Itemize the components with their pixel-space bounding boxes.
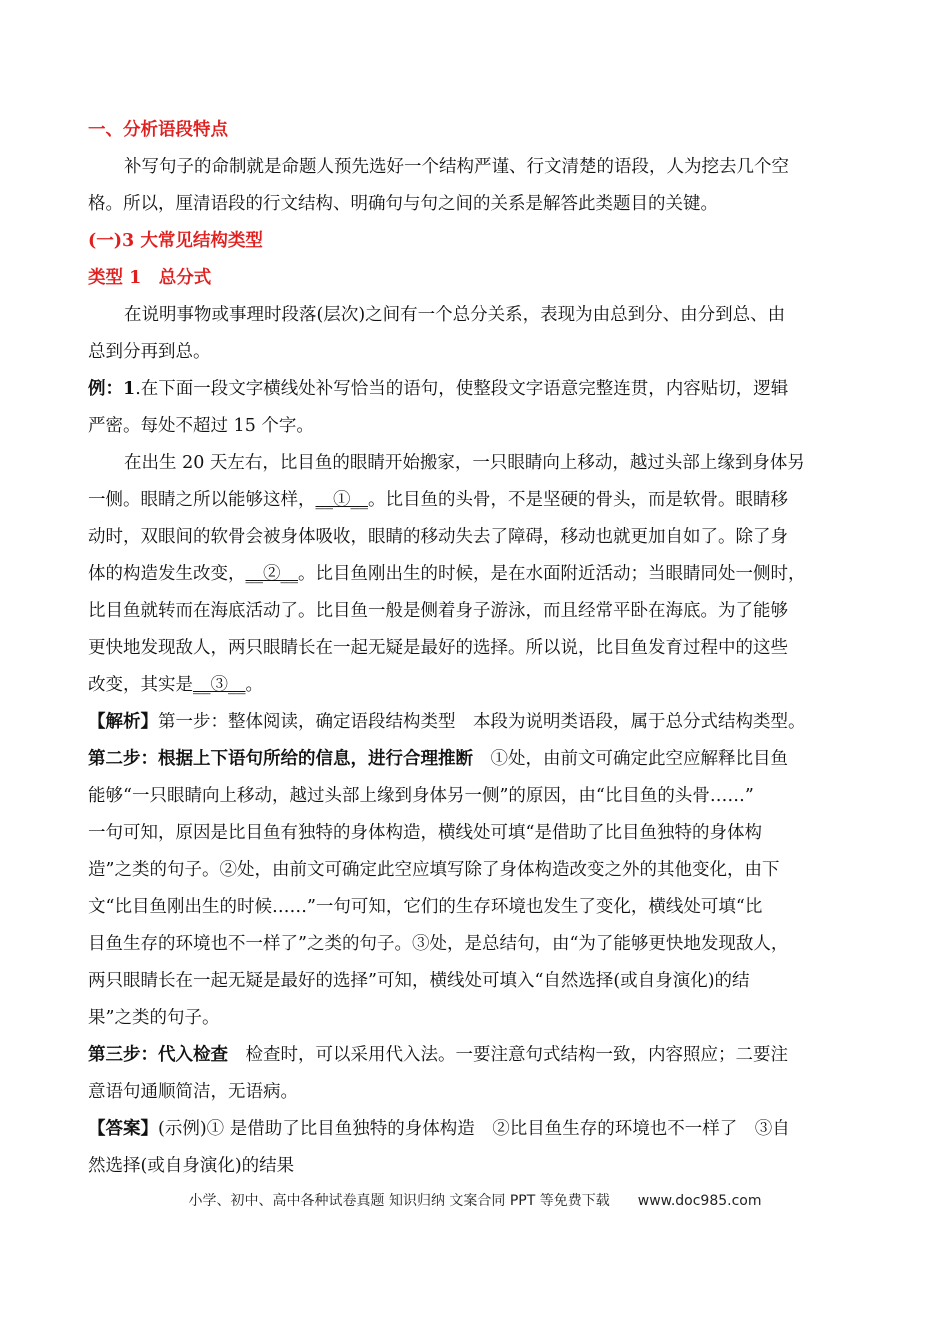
analysis-line: 能够“一只眼睛向上移动，越过头部上缘到身体另一侧”的原因，由“比目鱼的头骨……” [88,786,754,806]
type-desc-line-1: 在说明事物或事理时段落(层次)之间有一个总分关系，表现为由总到分、由分到总、由 [124,305,786,325]
step-3-heading: 第三步：代入检查 [88,1045,228,1065]
example-number: 1 [123,379,136,399]
intro-line-1: 补写句子的命制就是命题人预先选好一个结构严谨、行文清楚的语段，人为挖去几个空 [124,157,789,177]
example-label: 例： [88,379,123,399]
analysis-step-2 [88,741,864,778]
blank-3: __③__ [193,675,246,695]
intro-line-2: 格。所以，厘清语段的行文结构、明确句与句之间的关系是解答此类题目的关键。 [88,194,718,214]
analysis-step-3 [88,1037,864,1074]
passage-line-4 [88,556,864,593]
sub-heading: (一)3 大常见结构类型 [88,231,263,251]
answer-line-2: 然选择(或自身演化)的结果 [88,1156,295,1176]
passage-line-7 [88,667,864,704]
answer-line-1 [88,1111,864,1148]
passage-line-1: 在出生 20 天左右，比目鱼的眼睛开始搬家，一只眼睛向上移动，越过头部上缘到身体另 [124,453,805,473]
section-title: 一、分析语段特点 [88,120,228,140]
blank-1: __①__ [315,490,368,510]
analysis-line: 文“比目鱼刚出生的时候……”一句可知，它们的生存环境也发生了变化，横线处可填“比 [88,897,763,917]
answer-text: (示例)① 是借助了比目鱼独特的身体构造 ②比目鱼生存的环境也不一样了 ③自 [158,1119,790,1139]
passage-text: 。 [245,675,263,695]
footer-text: 小学、初中、高中各种试卷真题 知识归纳 文案合同 PPT 等免费下载 [188,1193,610,1209]
example-line-2: 严密。每处不超过 15 个字。 [88,416,314,436]
page-footer [0,1190,950,1210]
step-2-heading: 第二步：根据上下语句所给的信息，进行合理推断 [88,749,473,769]
passage-text: 。比目鱼刚出生的时候，是在水面附近活动；当眼睛同处一侧时， [298,564,806,584]
analysis-label: 【解析】 [88,712,158,732]
analysis-line: 果”之类的句子。 [88,1008,220,1028]
footer-url[interactable]: www.doc985.com [637,1193,762,1209]
analysis-text: ①处，由前文可确定此空应解释比目鱼 [473,749,788,769]
passage-line-6: 更快地发现敌人，两只眼睛长在一起无疑是最好的选择。所以说，比目鱼发育过程中的这些 [88,638,788,658]
passage-text: 。比目鱼的头骨，不是坚硬的骨头，而是软骨。眼睛移 [368,490,788,510]
analysis-line: 造”之类的句子。②处，由前文可确定此空应填写除了身体构造改变之外的其他变化，由下 [88,860,780,880]
analysis-line: 两只眼睛长在一起无疑是最好的选择”可知，横线处可填入“自然选择(或自身演化)的结 [88,971,750,991]
analysis-text: 第一步：整体阅读，确定语段结构类型 本段为说明类语段，属于总分式结构类型。 [158,712,806,732]
example-text: .在下面一段文字横线处补写恰当的语句，使整段文字语意完整连贯，内容贴切，逻辑 [135,379,789,399]
type-heading: 类型 1 总分式 [88,268,212,288]
passage-line-2 [88,482,864,519]
passage-text: 体的构造发生改变， [88,564,246,584]
passage-line-5: 比目鱼就转而在海底活动了。比目鱼一般是侧着身子游泳，而且经常平卧在海底。为了能够 [88,601,788,621]
passage-text: 改变，其实是 [88,675,193,695]
answer-label: 【答案】 [88,1119,158,1139]
analysis-line: 目鱼生存的环境也不一样了”之类的句子。③处，是总结句，由“为了能够更快地发现敌人， [88,934,789,954]
passage-text: 一侧。眼睛之所以能够这样， [88,490,316,510]
analysis-text: 检查时，可以采用代入法。一要注意句式结构一致，内容照应；二要注 [228,1045,788,1065]
analysis-step-1 [88,704,864,741]
document-body [88,112,864,1185]
analysis-line: 一句可知，原因是比目鱼有独特的身体构造，横线处可填“是借助了比目鱼独特的身体构 [88,823,762,843]
blank-2: __②__ [245,564,298,584]
type-desc-line-2: 总到分再到总。 [88,342,211,362]
example-line-1 [88,371,864,408]
analysis-line: 意语句通顺简洁，无语病。 [88,1082,298,1102]
passage-line-3: 动时，双眼间的软骨会被身体吸收，眼睛的移动失去了障碍，移动也就更加自如了。除了身 [88,527,788,547]
